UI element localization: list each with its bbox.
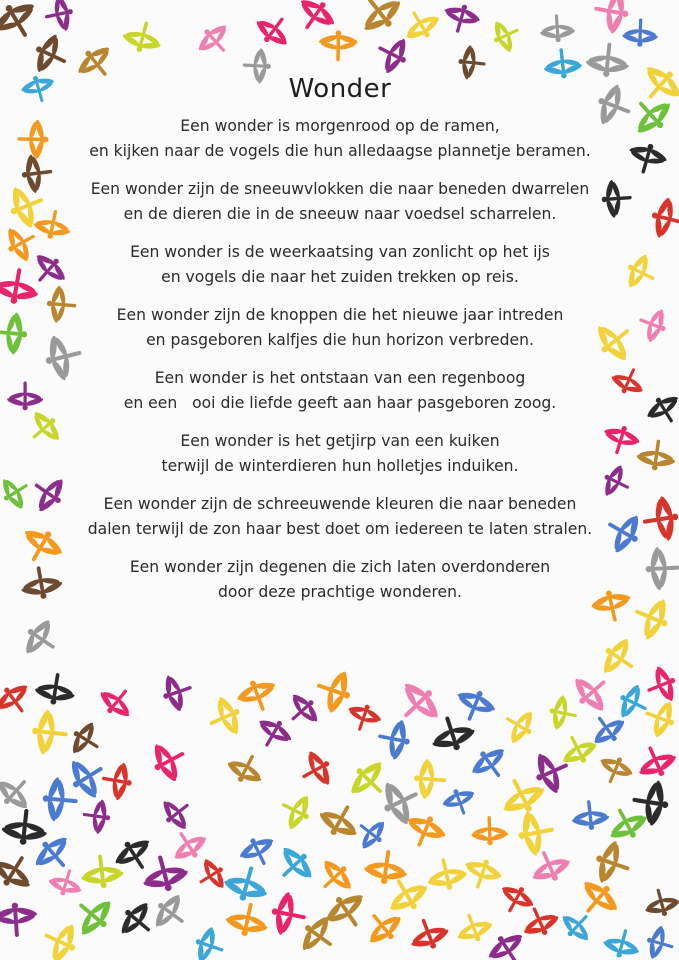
dragonfly-icon xyxy=(32,670,78,708)
dragonfly-icon xyxy=(624,138,671,178)
dragonfly-icon xyxy=(404,912,454,956)
dragonfly-icon xyxy=(94,678,142,724)
stanza-5 xyxy=(60,366,620,416)
dragonfly-icon xyxy=(634,437,678,473)
dragonfly-icon xyxy=(0,807,50,848)
dragonfly-icon xyxy=(374,715,413,762)
poem-line: Een wonder zijn de knoppen die het nieuwe jaar intreden xyxy=(116,306,564,324)
dragonfly-icon xyxy=(627,590,676,645)
dragonfly-icon xyxy=(113,895,163,946)
dragonfly-icon xyxy=(191,854,232,898)
dragonfly-icon xyxy=(546,693,580,734)
dragonfly-icon xyxy=(311,853,359,902)
dragonfly-icon xyxy=(450,907,496,948)
poem xyxy=(60,74,620,618)
dragonfly-icon xyxy=(600,924,644,960)
dragonfly-icon xyxy=(647,194,679,243)
dragonfly-icon xyxy=(638,694,679,742)
dragonfly-icon xyxy=(641,388,679,432)
poem-line: en kijken naar de vogels die hun alledaagse plannetje beramen. xyxy=(89,142,591,160)
dragonfly-icon xyxy=(590,0,632,37)
dragonfly-icon xyxy=(593,751,637,790)
dragonfly-icon xyxy=(289,0,341,41)
dragonfly-icon xyxy=(496,702,540,749)
stanza-2 xyxy=(60,177,620,227)
dragonfly-icon xyxy=(631,738,679,784)
poem-line: Een wonder zijn de sneeuwvlokken die naar beneden dwarrelen xyxy=(90,180,590,198)
dragonfly-icon xyxy=(17,563,65,603)
dragonfly-icon xyxy=(514,806,558,859)
dragonfly-icon xyxy=(639,493,679,545)
dragonfly-icon xyxy=(191,18,238,64)
dragonfly-icon xyxy=(620,249,663,296)
dragonfly-icon xyxy=(493,879,539,921)
dragonfly-icon xyxy=(555,903,600,947)
dragonfly-icon xyxy=(280,687,325,733)
dragonfly-icon xyxy=(45,864,87,900)
dragonfly-icon xyxy=(222,898,272,940)
poem-line: en pasgeboren kalfjes die hun horizon verbreden. xyxy=(146,331,534,349)
dragonfly-icon xyxy=(80,796,112,835)
dragonfly-icon xyxy=(465,740,515,788)
dragonfly-icon xyxy=(470,815,509,846)
dragonfly-icon xyxy=(157,669,198,716)
dragonfly-icon xyxy=(99,759,135,803)
dragonfly-icon xyxy=(313,795,367,845)
dragonfly-icon xyxy=(62,749,114,805)
dragonfly-icon xyxy=(439,783,481,820)
dragonfly-icon xyxy=(621,18,659,48)
dragonfly-icon xyxy=(613,680,655,726)
dragonfly-icon xyxy=(250,6,299,53)
dragonfly-icon xyxy=(600,799,652,847)
dragonfly-icon xyxy=(570,873,625,927)
poem-line: terwijl de winterdieren hun holletjes induiken. xyxy=(161,457,519,475)
dragonfly-icon xyxy=(642,922,678,960)
poem-line: Een wonder is morgenrood op de ramen, xyxy=(180,117,500,135)
dragonfly-icon xyxy=(0,845,41,897)
poem-line: Een wonder is het getjirp van een kuiken xyxy=(180,432,500,450)
dragonfly-icon xyxy=(450,683,500,728)
dragonfly-icon xyxy=(0,470,37,515)
dragonfly-icon xyxy=(30,708,70,758)
stanza-8 xyxy=(60,555,620,605)
dragonfly-icon xyxy=(0,310,29,356)
dragonfly-icon xyxy=(293,745,338,794)
dragonfly-icon xyxy=(222,746,270,790)
dragonfly-icon xyxy=(64,717,108,763)
dragonfly-icon xyxy=(273,787,317,835)
dragonfly-icon xyxy=(342,699,385,736)
dragonfly-icon xyxy=(0,901,39,938)
poem-line: Een wonder zijn de schreeuwende kleuren die naar beneden xyxy=(103,495,577,513)
stanza-1 xyxy=(60,114,620,164)
dragonfly-icon xyxy=(250,712,297,756)
dragonfly-icon xyxy=(589,836,637,890)
dragonfly-icon xyxy=(156,790,200,835)
poem-line: Een wonder zijn degenen die zich laten overdonderen xyxy=(129,558,551,576)
dragonfly-icon xyxy=(0,264,43,308)
dragonfly-icon xyxy=(119,16,166,57)
dragonfly-icon xyxy=(147,888,195,938)
dragonfly-icon xyxy=(439,0,483,38)
dragonfly-icon xyxy=(644,545,679,592)
dragonfly-icon xyxy=(350,0,408,40)
dragonfly-icon xyxy=(235,830,282,873)
dragonfly-icon xyxy=(269,839,321,891)
poem-line: en een ooi die liefde geeft aan haar pasgeboren zoog. xyxy=(123,394,557,412)
dragonfly-icon xyxy=(0,677,39,724)
poem-line: door deze prachtige wonderen. xyxy=(218,583,462,601)
dragonfly-icon xyxy=(232,673,283,718)
dragonfly-icon xyxy=(554,727,602,771)
dragonfly-icon xyxy=(0,767,40,817)
dragonfly-icon xyxy=(18,71,59,107)
dragonfly-icon xyxy=(640,884,679,921)
stanza-6 xyxy=(60,429,620,479)
dragonfly-icon xyxy=(594,632,644,685)
dragonfly-icon xyxy=(566,665,619,719)
dragonfly-icon xyxy=(487,14,526,57)
dragonfly-icon xyxy=(36,915,84,960)
dragonfly-icon xyxy=(6,382,43,411)
poem-line: dalen terwijl de zon haar best doet om iedereen te laten stralen. xyxy=(87,520,593,538)
dragonfly-icon xyxy=(362,847,411,887)
dragonfly-icon xyxy=(0,0,46,49)
dragonfly-icon xyxy=(220,860,274,907)
dragonfly-icon xyxy=(145,734,194,787)
poem-line: Een wonder is de weerkaatsing van zonlicht op het ijs xyxy=(130,243,550,261)
dragonfly-icon xyxy=(422,854,470,895)
poem-title: Wonder xyxy=(288,74,392,104)
dragonfly-icon xyxy=(267,889,310,940)
stanza-3 xyxy=(60,240,620,290)
stanza-7 xyxy=(60,492,620,542)
dragonfly-icon xyxy=(633,302,672,346)
dragonfly-icon xyxy=(318,30,359,62)
dragonfly-icon xyxy=(17,613,66,665)
dragonfly-icon xyxy=(569,798,611,832)
poem-line: Een wonder is het ontstaan van een regenboog xyxy=(154,369,526,387)
dragonfly-icon xyxy=(538,13,576,43)
dragonfly-icon xyxy=(3,178,52,233)
stanza-4 xyxy=(60,303,620,353)
dragonfly-icon xyxy=(319,885,376,939)
poem-line: en vogels die naar het zuiden trekken op reis. xyxy=(161,268,519,286)
dragonfly-icon xyxy=(17,119,49,160)
dragonfly-icon xyxy=(190,923,230,960)
poem-line: en de dieren die in de sneeuw naar voedsel scharrelen. xyxy=(123,205,557,223)
dragonfly-icon xyxy=(41,0,76,35)
dragonfly-icon xyxy=(640,662,679,709)
dragonfly-icon xyxy=(413,757,448,801)
